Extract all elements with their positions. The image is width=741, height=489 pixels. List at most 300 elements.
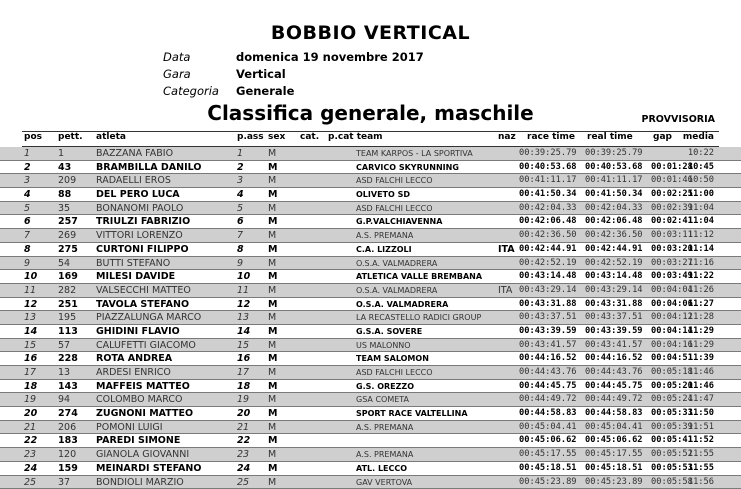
bib-cell: 183 xyxy=(58,434,78,448)
team-cell: GSA COMETA xyxy=(356,393,409,407)
race-time-cell: 00:43:39.59 xyxy=(519,325,577,339)
pass-cell: 5 xyxy=(237,202,243,216)
gap-cell: 00:03:20 xyxy=(651,243,693,257)
pos-cell: 12 xyxy=(24,298,37,312)
real-time-cell: 00:43:31.88 xyxy=(585,298,643,312)
info-label: Data xyxy=(163,49,236,66)
athlete-cell: PIAZZALUNGA MARCO xyxy=(96,311,201,325)
table-row xyxy=(0,229,741,243)
race-time-cell: 00:45:23.89 xyxy=(519,476,577,489)
info-row-date xyxy=(163,49,424,66)
real-time-cell: 00:44:58.83 xyxy=(585,407,643,421)
athlete-cell: TAVOLA STEFANO xyxy=(96,298,189,312)
bib-cell: 88 xyxy=(58,188,71,202)
media-cell: 11:52 xyxy=(688,434,714,448)
table-row xyxy=(0,476,741,489)
real-time-cell: 00:42:04.33 xyxy=(585,202,643,216)
table-row xyxy=(0,380,741,394)
ranking-title: Classifica generale, maschile xyxy=(0,101,741,125)
bib-cell: 169 xyxy=(58,270,78,284)
real-time-cell: 00:40:53.68 xyxy=(585,161,643,175)
team-cell: ATLETICA VALLE BREMBANA xyxy=(356,270,482,284)
bib-cell: 113 xyxy=(58,325,78,339)
bib-cell: 274 xyxy=(58,407,78,421)
race-info xyxy=(163,49,424,100)
bib-cell: 57 xyxy=(58,339,70,353)
pass-cell: 21 xyxy=(237,421,249,435)
team-cell: O.S.A. VALMADRERA xyxy=(356,284,437,298)
pos-cell: 21 xyxy=(24,421,36,435)
team-cell: ASD FALCHI LECCO xyxy=(356,202,433,216)
gap-cell: 00:05:39 xyxy=(651,421,693,435)
athlete-cell: MILESI DAVIDE xyxy=(96,270,175,284)
bib-cell: 37 xyxy=(58,476,70,489)
gap-cell: 00:02:39 xyxy=(651,202,693,216)
team-cell: SPORT RACE VALTELLINA xyxy=(356,407,468,421)
race-time-cell: 00:43:29.14 xyxy=(519,284,577,298)
pass-cell: 7 xyxy=(237,229,243,243)
gap-cell: 00:02:25 xyxy=(651,188,693,202)
race-time-cell: 00:40:53.68 xyxy=(519,161,577,175)
info-value: Generale xyxy=(236,83,294,100)
team-cell: LA RECASTELLO RADICI GROUP xyxy=(356,311,481,325)
pass-cell: 8 xyxy=(237,243,244,257)
sex-cell: M xyxy=(268,476,276,489)
athlete-cell: MAFFEIS MATTEO xyxy=(96,380,190,394)
document-title: BOBBIO VERTICAL xyxy=(0,22,741,44)
race-time-cell: 00:44:16.52 xyxy=(519,352,577,366)
gap-cell: 00:05:52 xyxy=(651,448,693,462)
media-cell: 11:22 xyxy=(688,270,714,284)
pos-cell: 19 xyxy=(24,393,36,407)
header-media: media xyxy=(683,132,714,142)
table-row xyxy=(0,284,741,298)
team-cell: G.S.A. SOVERE xyxy=(356,325,422,339)
real-time-cell: 00:45:17.55 xyxy=(585,448,643,462)
media-cell: 11:26 xyxy=(688,284,714,298)
table-row xyxy=(0,161,741,175)
team-cell: CARVICO SKYRUNNING xyxy=(356,161,459,175)
media-cell: 11:39 xyxy=(688,352,714,366)
pos-cell: 14 xyxy=(24,325,37,339)
table-row xyxy=(0,393,741,407)
team-cell: A.S. PREMANA xyxy=(356,421,413,435)
pass-cell: 6 xyxy=(237,215,244,229)
info-value: Vertical xyxy=(236,66,286,83)
pass-cell: 20 xyxy=(237,407,250,421)
team-cell: OLIVETO SD xyxy=(356,188,410,202)
pos-cell: 20 xyxy=(24,407,37,421)
table-row xyxy=(0,147,741,161)
real-time-cell: 00:44:16.52 xyxy=(585,352,643,366)
athlete-cell: ROTA ANDREA xyxy=(96,352,172,366)
race-time-cell: 00:45:17.55 xyxy=(519,448,577,462)
race-time-cell: 00:42:44.91 xyxy=(519,243,577,257)
media-cell: 11:27 xyxy=(688,298,714,312)
media-cell: 11:28 xyxy=(688,311,714,325)
table-row xyxy=(0,311,741,325)
header-team: p.cat team xyxy=(328,132,383,142)
pass-cell: 24 xyxy=(237,462,250,476)
sex-cell: M xyxy=(268,434,277,448)
bib-cell: 275 xyxy=(58,243,78,257)
bib-cell: 43 xyxy=(58,161,71,175)
sex-cell: M xyxy=(268,202,276,216)
real-time-cell: 00:45:18.51 xyxy=(585,462,643,476)
header-naz: naz xyxy=(498,132,516,142)
bib-cell: 209 xyxy=(58,174,76,188)
table-row xyxy=(0,188,741,202)
table-row xyxy=(0,325,741,339)
pass-cell: 12 xyxy=(237,298,250,312)
real-time-cell: 00:42:44.91 xyxy=(585,243,643,257)
athlete-cell: ARDESI ENRICO xyxy=(96,366,171,380)
sex-cell: M xyxy=(268,393,276,407)
pos-cell: 10 xyxy=(24,270,37,284)
pass-cell: 11 xyxy=(237,284,249,298)
pass-cell: 3 xyxy=(237,174,243,188)
pass-cell: 19 xyxy=(237,393,249,407)
table-row xyxy=(0,243,741,257)
pos-cell: 17 xyxy=(24,366,36,380)
team-cell: ATL. LECCO xyxy=(356,462,407,476)
gap-cell: 00:03:11 xyxy=(651,229,693,243)
sex-cell: M xyxy=(268,270,277,284)
team-cell: A.S. PREMANA xyxy=(356,448,413,462)
media-cell: 10:22 xyxy=(688,147,714,161)
race-time-cell: 00:44:43.76 xyxy=(519,366,577,380)
gap-cell: 00:05:24 xyxy=(651,393,693,407)
athlete-cell: VALSECCHI MATTEO xyxy=(96,284,191,298)
sex-cell: M xyxy=(268,325,277,339)
info-row-race xyxy=(163,66,424,83)
race-time-cell: 00:44:49.72 xyxy=(519,393,577,407)
media-cell: 11:51 xyxy=(688,421,714,435)
athlete-cell: PAREDI SIMONE xyxy=(96,434,180,448)
info-label: Categoria xyxy=(163,83,236,100)
header-real-time: real time xyxy=(587,132,633,142)
athlete-cell: GIANOLA GIOVANNI xyxy=(96,448,189,462)
table-row xyxy=(0,448,741,462)
table-row xyxy=(0,257,741,271)
team-cell: O.S.A. VALMADRERA xyxy=(356,298,448,312)
athlete-cell: VITTORI LORENZO xyxy=(96,229,183,243)
media-cell: 11:00 xyxy=(688,188,714,202)
table-row xyxy=(0,215,741,229)
sex-cell: M xyxy=(268,462,277,476)
pos-cell: 23 xyxy=(24,448,36,462)
table-row xyxy=(0,366,741,380)
race-time-cell: 00:42:36.50 xyxy=(519,229,577,243)
team-cell: GAV VERTOVA xyxy=(356,476,412,489)
table-row xyxy=(0,174,741,188)
pos-cell: 5 xyxy=(24,202,30,216)
real-time-cell: 00:44:49.72 xyxy=(585,393,643,407)
race-time-cell: 00:43:41.57 xyxy=(519,339,577,353)
athlete-cell: CURTONI FILIPPO xyxy=(96,243,189,257)
pos-cell: 9 xyxy=(24,257,30,271)
bib-cell: 13 xyxy=(58,366,70,380)
bib-cell: 257 xyxy=(58,215,78,229)
media-cell: 11:56 xyxy=(688,476,714,489)
race-time-cell: 00:41:11.17 xyxy=(519,174,577,188)
race-time-cell: 00:45:06.62 xyxy=(519,434,577,448)
pass-cell: 14 xyxy=(237,325,250,339)
team-cell: ASD FALCHI LECCO xyxy=(356,174,433,188)
race-time-cell: 00:44:58.83 xyxy=(519,407,577,421)
sex-cell: M xyxy=(268,215,277,229)
gap-cell: 00:05:53 xyxy=(651,462,693,476)
team-cell: TEAM SALOMON xyxy=(356,352,429,366)
bib-cell: 251 xyxy=(58,298,78,312)
pos-cell: 22 xyxy=(24,434,37,448)
media-cell: 11:04 xyxy=(688,215,714,229)
media-cell: 11:46 xyxy=(688,366,714,380)
race-time-cell: 00:45:04.41 xyxy=(519,421,577,435)
naz-cell: ITA xyxy=(498,284,512,298)
sex-cell: M xyxy=(268,311,276,325)
media-cell: 11:47 xyxy=(688,393,714,407)
race-time-cell: 00:39:25.79 xyxy=(519,147,577,161)
gap-cell: 00:04:06 xyxy=(651,298,693,312)
sex-cell: M xyxy=(268,352,277,366)
sex-cell: M xyxy=(268,380,277,394)
race-time-cell: 00:43:31.88 xyxy=(519,298,577,312)
real-time-cell: 00:45:23.89 xyxy=(585,476,643,489)
real-time-cell: 00:43:29.14 xyxy=(585,284,643,298)
bib-cell: 159 xyxy=(58,462,78,476)
media-cell: 11:14 xyxy=(688,243,714,257)
sex-cell: M xyxy=(268,298,277,312)
bib-cell: 1 xyxy=(58,147,64,161)
status-label: PROVVISORIA xyxy=(642,114,715,125)
table-row xyxy=(0,352,741,366)
real-time-cell: 00:42:36.50 xyxy=(585,229,643,243)
pass-cell: 25 xyxy=(237,476,249,489)
athlete-cell: BUTTI STEFANO xyxy=(96,257,170,271)
real-time-cell: 00:39:25.79 xyxy=(585,147,643,161)
naz-cell: ITA xyxy=(498,243,515,257)
pos-cell: 7 xyxy=(24,229,30,243)
athlete-cell: POMONI LUIGI xyxy=(96,421,163,435)
bib-cell: 228 xyxy=(58,352,78,366)
pos-cell: 8 xyxy=(24,243,31,257)
media-cell: 11:55 xyxy=(688,448,714,462)
table-row xyxy=(0,462,741,476)
info-value: domenica 19 novembre 2017 xyxy=(236,49,424,66)
gap-cell: 00:04:14 xyxy=(651,325,693,339)
real-time-cell: 00:42:52.19 xyxy=(585,257,643,271)
pass-cell: 4 xyxy=(237,188,244,202)
header-cat: cat. xyxy=(300,132,319,142)
athlete-cell: GHIDINI FLAVIO xyxy=(96,325,180,339)
pass-cell: 9 xyxy=(237,257,243,271)
header-pos: pos xyxy=(24,132,42,142)
race-time-cell: 00:42:06.48 xyxy=(519,215,577,229)
bib-cell: 282 xyxy=(58,284,76,298)
athlete-cell: ZUGNONI MATTEO xyxy=(96,407,193,421)
gap-cell: 00:05:58 xyxy=(651,476,693,489)
sex-cell: M xyxy=(268,339,276,353)
table-row xyxy=(0,298,741,312)
athlete-cell: BAZZANA FABIO xyxy=(96,147,173,161)
pass-cell: 15 xyxy=(237,339,249,353)
sex-cell: M xyxy=(268,147,276,161)
sex-cell: M xyxy=(268,243,277,257)
media-cell: 11:16 xyxy=(688,257,714,271)
team-cell: TEAM KARPOS - LA SPORTIVA xyxy=(356,147,473,161)
gap-cell: 00:04:12 xyxy=(651,311,693,325)
real-time-cell: 00:43:14.48 xyxy=(585,270,643,284)
gap-cell: 00:05:33 xyxy=(651,407,693,421)
media-cell: 11:29 xyxy=(688,339,714,353)
real-time-cell: 00:41:11.17 xyxy=(585,174,643,188)
header-bib: pett. xyxy=(58,132,83,142)
bib-cell: 143 xyxy=(58,380,78,394)
gap-cell: 00:03:27 xyxy=(651,257,693,271)
pos-cell: 25 xyxy=(24,476,36,489)
gap-cell: 00:03:49 xyxy=(651,270,693,284)
pass-cell: 16 xyxy=(237,352,250,366)
header-athlete: atleta xyxy=(96,132,126,142)
pos-cell: 4 xyxy=(24,188,31,202)
team-cell: US MALONNO xyxy=(356,339,411,353)
pos-cell: 16 xyxy=(24,352,37,366)
bib-cell: 120 xyxy=(58,448,76,462)
media-cell: 11:46 xyxy=(688,380,714,394)
sex-cell: M xyxy=(268,161,277,175)
race-time-cell: 00:42:52.19 xyxy=(519,257,577,271)
race-time-cell: 00:43:14.48 xyxy=(519,270,577,284)
table-header xyxy=(0,132,741,146)
race-time-cell: 00:43:37.51 xyxy=(519,311,577,325)
real-time-cell: 00:44:43.76 xyxy=(585,366,643,380)
athlete-cell: DEL PERO LUCA xyxy=(96,188,180,202)
real-time-cell: 00:45:04.41 xyxy=(585,421,643,435)
gap-cell: 00:02:41 xyxy=(651,215,693,229)
bib-cell: 54 xyxy=(58,257,70,271)
gap-cell: 00:05:41 xyxy=(651,434,693,448)
team-cell: G.P.VALCHIAVENNA xyxy=(356,215,442,229)
table-row xyxy=(0,270,741,284)
bib-cell: 195 xyxy=(58,311,76,325)
gap-cell: 00:01:46 xyxy=(651,174,693,188)
real-time-cell: 00:43:37.51 xyxy=(585,311,643,325)
sex-cell: M xyxy=(268,407,277,421)
pos-cell: 15 xyxy=(24,339,36,353)
gap-cell: 00:05:18 xyxy=(651,366,693,380)
pass-cell: 22 xyxy=(237,434,250,448)
athlete-cell: TRIULZI FABRIZIO xyxy=(96,215,190,229)
team-cell: C.A. LIZZOLI xyxy=(356,243,412,257)
table-row xyxy=(0,421,741,435)
pass-cell: 2 xyxy=(237,161,244,175)
race-time-cell: 00:42:04.33 xyxy=(519,202,577,216)
athlete-cell: BONANOMI PAOLO xyxy=(96,202,183,216)
sex-cell: M xyxy=(268,174,276,188)
real-time-cell: 00:42:06.48 xyxy=(585,215,643,229)
gap-cell: 00:04:04 xyxy=(651,284,693,298)
real-time-cell: 00:43:39.59 xyxy=(585,325,643,339)
bib-cell: 206 xyxy=(58,421,76,435)
pos-cell: 3 xyxy=(24,174,30,188)
athlete-cell: BRAMBILLA DANILO xyxy=(96,161,201,175)
pos-cell: 6 xyxy=(24,215,31,229)
sex-cell: M xyxy=(268,257,276,271)
results-table xyxy=(0,147,741,489)
media-cell: 11:29 xyxy=(688,325,714,339)
table-row xyxy=(0,434,741,448)
media-cell: 11:50 xyxy=(688,407,714,421)
team-cell: A.S. PREMANA xyxy=(356,229,413,243)
race-time-cell: 00:41:50.34 xyxy=(519,188,577,202)
table-row xyxy=(0,407,741,421)
race-time-cell: 00:44:45.75 xyxy=(519,380,577,394)
pass-cell: 13 xyxy=(237,311,249,325)
race-time-cell: 00:45:18.51 xyxy=(519,462,577,476)
real-time-cell: 00:44:45.75 xyxy=(585,380,643,394)
header-race-time: race time xyxy=(527,132,575,142)
athlete-cell: MEINARDI STEFANO xyxy=(96,462,201,476)
pass-cell: 10 xyxy=(237,270,250,284)
sex-cell: M xyxy=(268,448,276,462)
pos-cell: 1 xyxy=(24,147,30,161)
pass-cell: 23 xyxy=(237,448,249,462)
sex-cell: M xyxy=(268,421,276,435)
media-cell: 11:12 xyxy=(688,229,714,243)
table-row xyxy=(0,202,741,216)
athlete-cell: RADAELLI EROS xyxy=(96,174,171,188)
bib-cell: 94 xyxy=(58,393,70,407)
team-cell: G.S. OREZZO xyxy=(356,380,414,394)
sex-cell: M xyxy=(268,188,277,202)
pos-cell: 13 xyxy=(24,311,36,325)
table-row xyxy=(0,339,741,353)
media-cell: 10:45 xyxy=(688,161,714,175)
gap-cell: 00:04:51 xyxy=(651,352,693,366)
sex-cell: M xyxy=(268,366,276,380)
real-time-cell: 00:45:06.62 xyxy=(585,434,643,448)
gap-cell: 00:05:20 xyxy=(651,380,693,394)
pos-cell: 2 xyxy=(24,161,31,175)
team-cell: ASD FALCHI LECCO xyxy=(356,366,433,380)
pass-cell: 18 xyxy=(237,380,250,394)
media-cell: 11:04 xyxy=(688,202,714,216)
bib-cell: 269 xyxy=(58,229,76,243)
pos-cell: 24 xyxy=(24,462,37,476)
sex-cell: M xyxy=(268,229,276,243)
sex-cell: M xyxy=(268,284,276,298)
pos-cell: 11 xyxy=(24,284,36,298)
athlete-cell: COLOMBO MARCO xyxy=(96,393,183,407)
header-pass: p.ass xyxy=(237,132,264,142)
header-gap: gap xyxy=(653,132,672,142)
bib-cell: 35 xyxy=(58,202,70,216)
media-cell: 11:55 xyxy=(688,462,714,476)
athlete-cell: CALUFETTI GIACOMO xyxy=(96,339,196,353)
pass-cell: 17 xyxy=(237,366,249,380)
real-time-cell: 00:41:50.34 xyxy=(585,188,643,202)
real-time-cell: 00:43:41.57 xyxy=(585,339,643,353)
info-row-category xyxy=(163,83,424,100)
info-label: Gara xyxy=(163,66,236,83)
pos-cell: 18 xyxy=(24,380,37,394)
pass-cell: 1 xyxy=(237,147,243,161)
gap-cell: 00:04:16 xyxy=(651,339,693,353)
team-cell: O.S.A. VALMADRERA xyxy=(356,257,437,271)
header-sex: sex xyxy=(268,132,285,142)
athlete-cell: BONDIOLI MARZIO xyxy=(96,476,184,489)
